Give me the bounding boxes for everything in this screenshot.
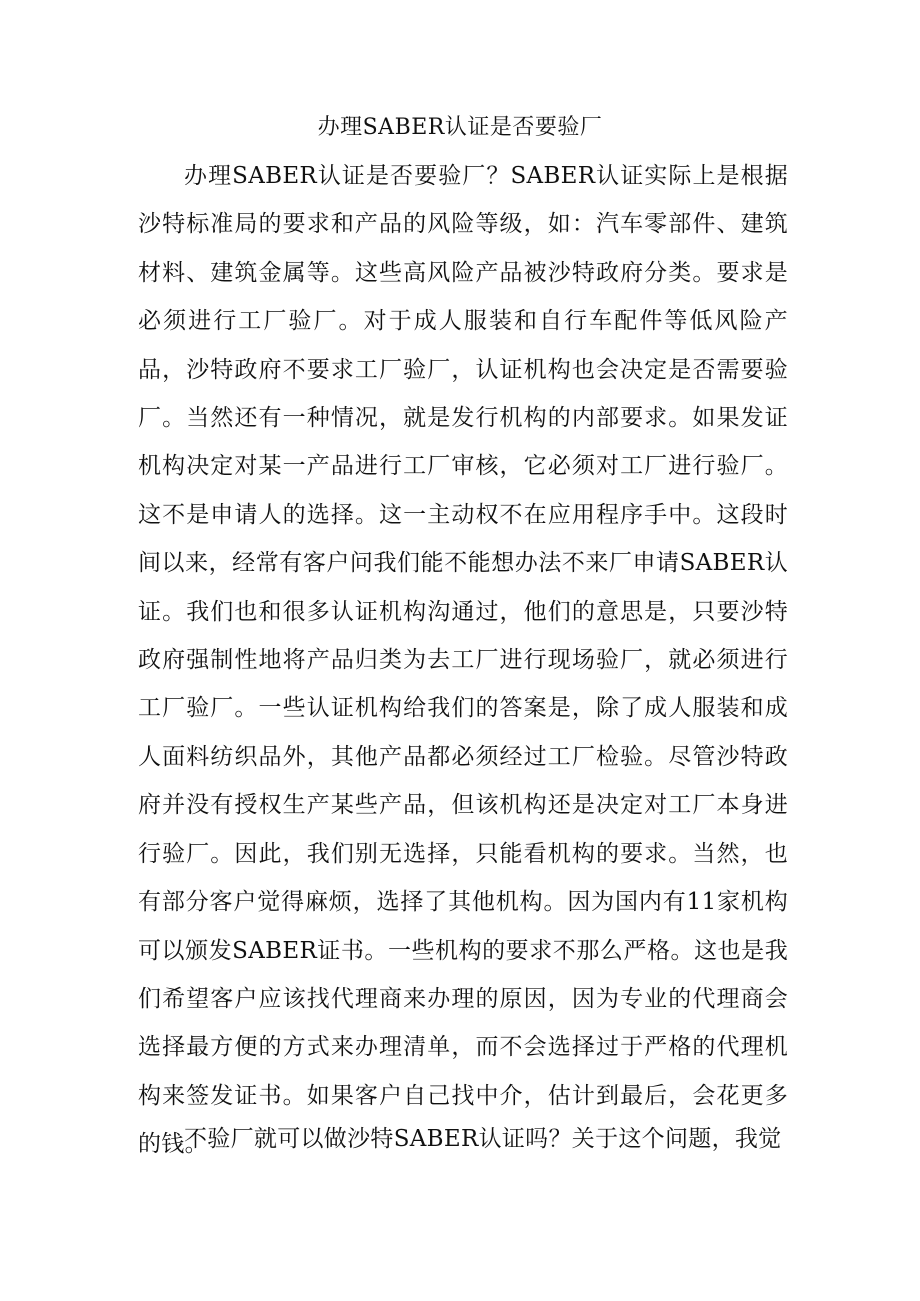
document-title: 办理SABER认证是否要验厂: [317, 115, 603, 140]
body-paragraph-1: 办理SABER认证是否要验厂？SABER认证实际上是根据沙特标准局的要求和产品的风险等级，如：汽车零部件、建筑材料、建筑金属等。这些高风险产品被沙特政府分类。要求是必须进行工厂验厂。对于成人服装和自行车配件等低风险产品，沙特政府不要求工厂验厂，认证机构也会决定是否需要验厂。当然还有一种情况，就是发行机构的内部要求。如果发证机构决定对某一产品进行工厂审核，它必须对工厂进行验厂。这不是申请人的选择。这一主动权不在应用程序手中。这段时间以来，经常有客户问我们能不能想办法不来厂申请SABER认证。我们也和很多认证机构沟通过，他们的意思是，只要沙特政府强制性地将产品归类为去工厂进行现场验厂，就必须进行工厂验厂。一些认证机构给我们的答案是，除了成人服装和成人面料纺织品外，其他产品都必须经过工厂检验。尽管沙特政府并没有授权生产某些产品，但该机构还是决定对工厂本身进行验厂。因此，我们别无选择，只能看机构的要求。当然，也有部分客户觉得麻烦，选择了其他机构。因为国内有11家机构可以颁发SABER证书。一些机构的要求不那么严格。这也是我们希望客户应该找代理商来办理的原因，因为专业的代理商会选择最方便的方式来办理清单，而不会选择过于严格的代理机构来签发证书。如果客户自己找中介，估计到最后，会花更多的钱。: [138, 163, 788, 1158]
body-paragraph-2: 不验厂就可以做沙特SABER认证吗？关于这个问题，我觉: [184, 1126, 782, 1152]
